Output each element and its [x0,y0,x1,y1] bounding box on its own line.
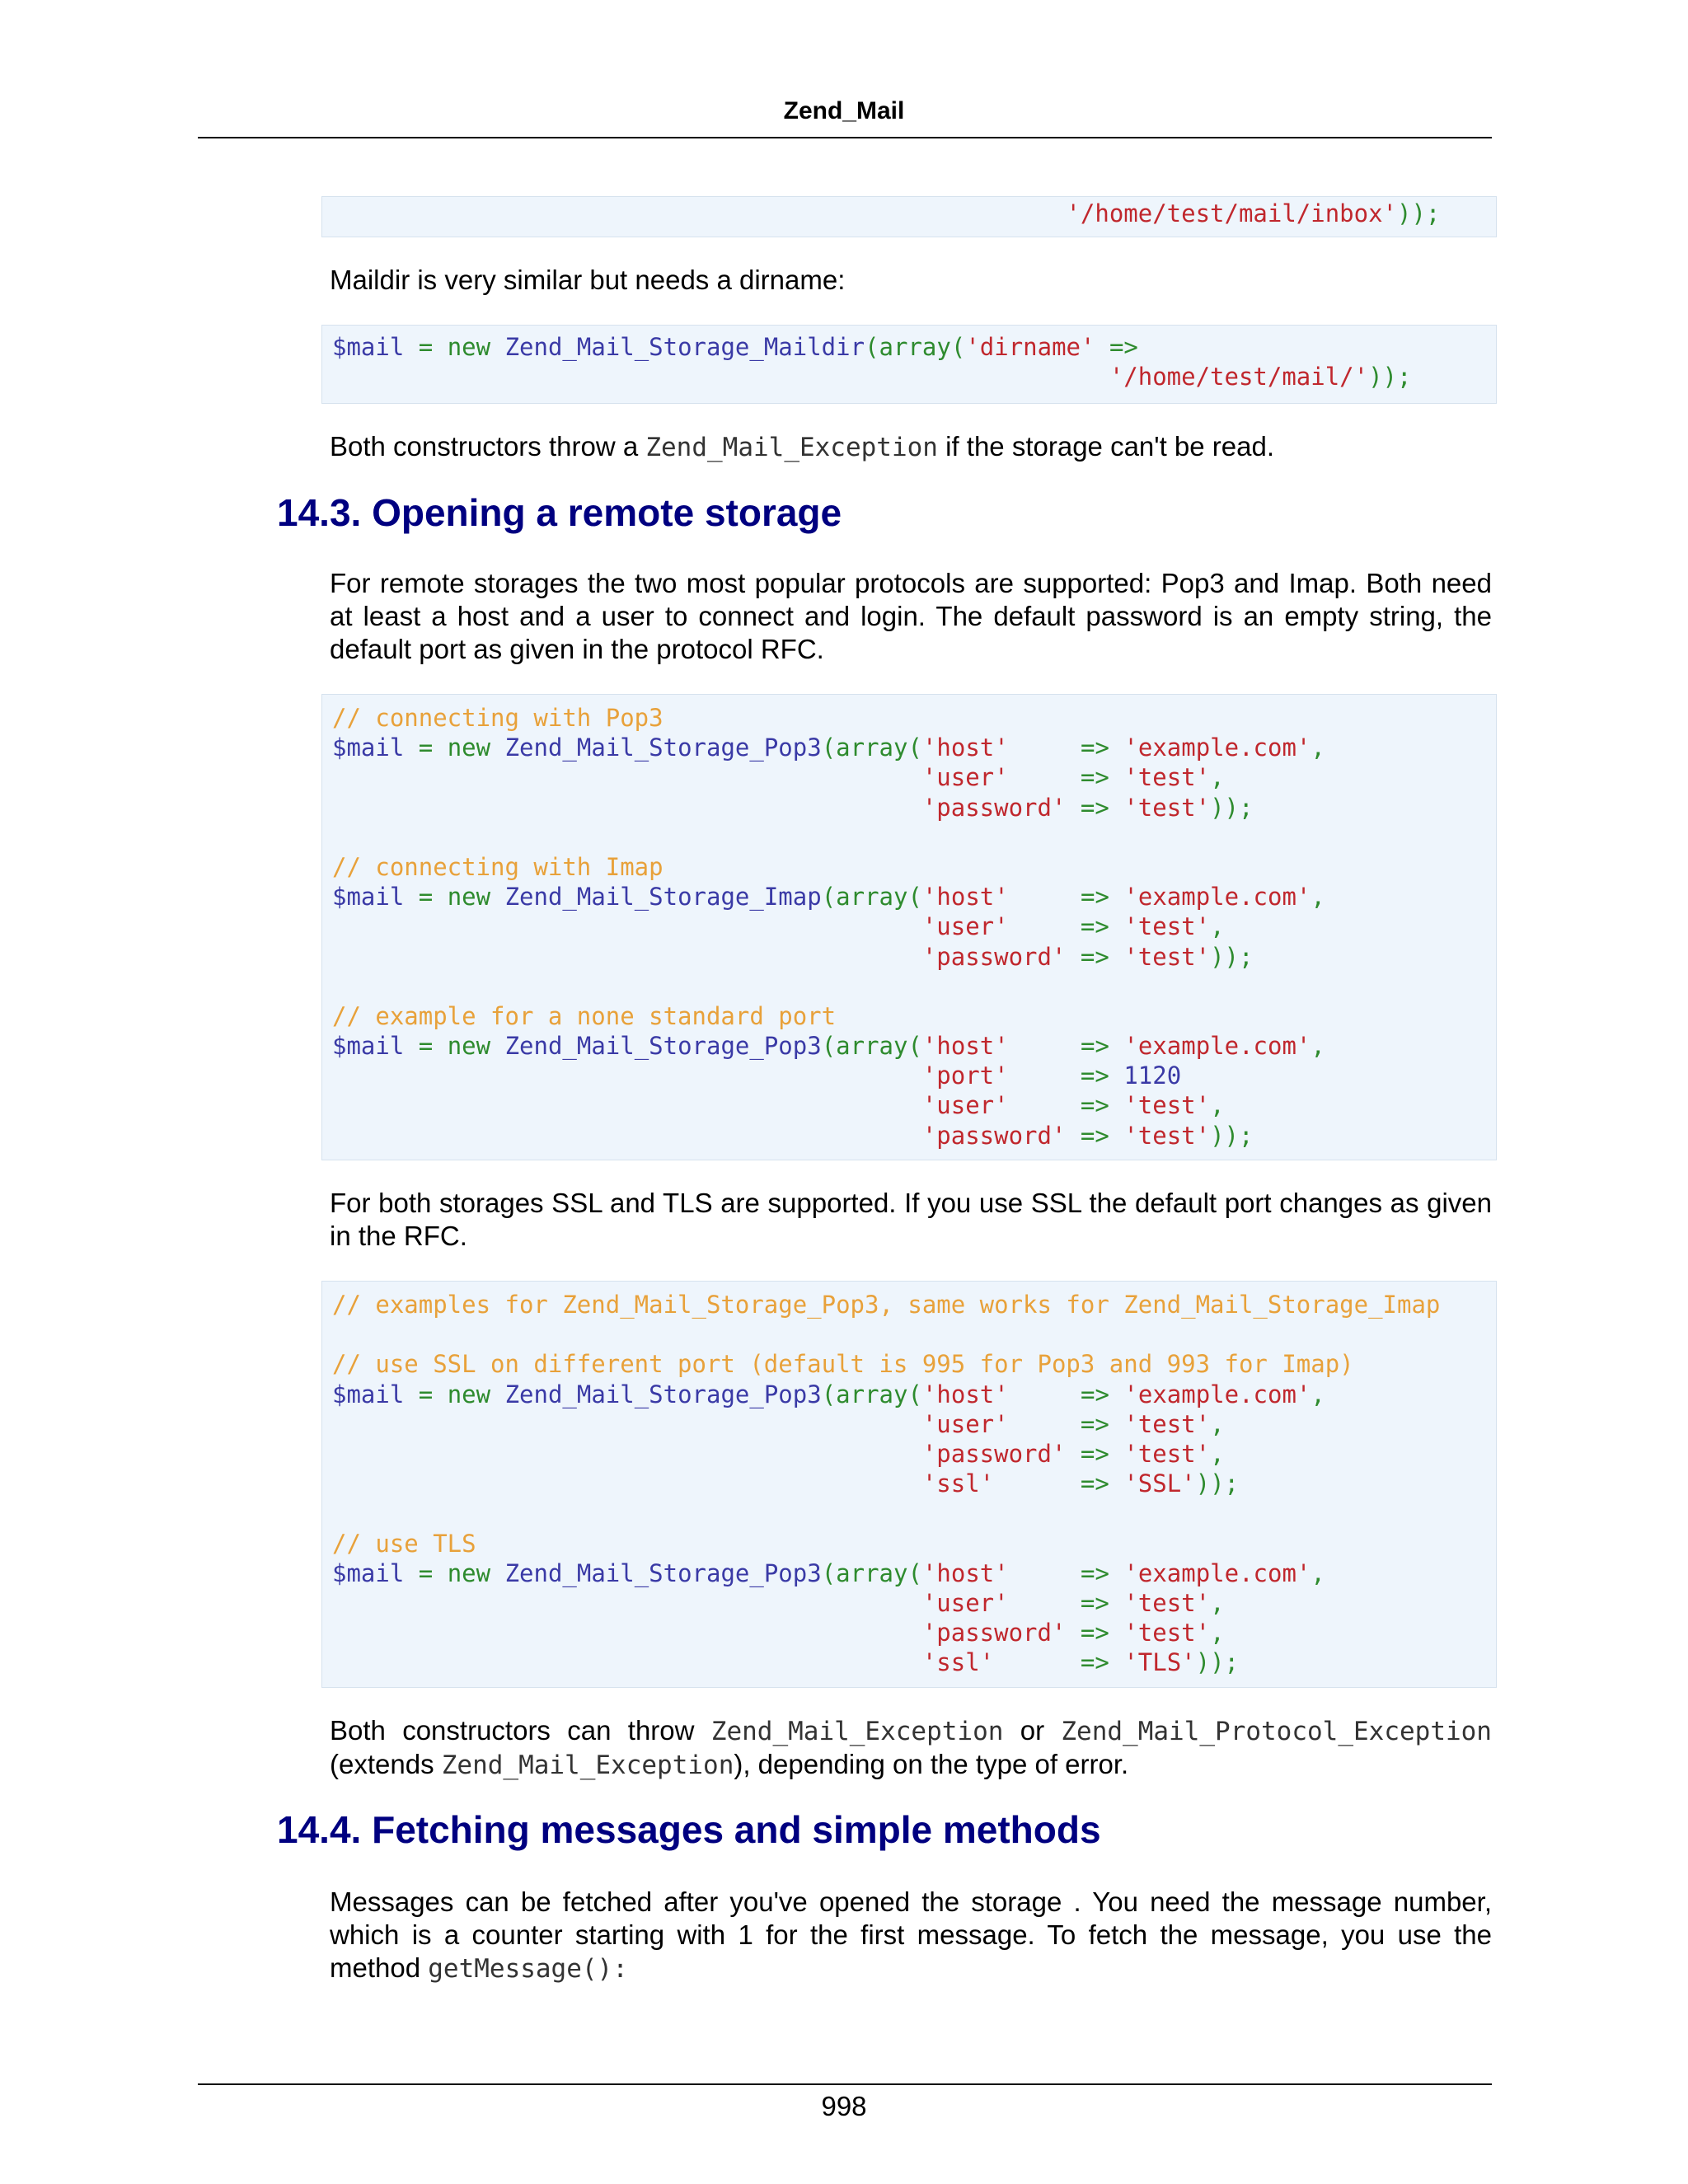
footer-rule [198,2083,1492,2085]
code-line: 'port' => 1120 [921,1062,1182,1090]
code-line: $mail = new Zend_Mail_Storage_Imap(array('host' => 'example.com', [332,883,1325,912]
code-line: // examples for Zend_Mail_Storage_Pop3, same works for Zend_Mail_Storage_Imap [332,1291,1441,1319]
paragraph-exception [330,430,1492,464]
throw-code-2: Zend_Mail_Protocol_Exception [1061,1717,1492,1746]
section-heading-14-3: 14.3. Opening a remote storage [277,491,842,534]
throw-text-3: (extends [330,1749,442,1779]
code-line: 'user' => 'test', [921,1588,1225,1617]
code-line: 'user' => 'test', [921,1409,1225,1438]
exception-text-before: Both constructors throw a [330,431,646,462]
code-line: 'user' => 'test', [921,763,1225,792]
paragraph-maildir-text: Maildir is very similar but needs a dirname: [330,265,846,295]
code-line: 'user' => 'test', [921,912,1225,941]
throw-text-4: ), depending on the type of error. [734,1749,1129,1779]
throw-text-1: Both constructors can throw [330,1715,711,1746]
code-line: 'ssl' => 'SSL')); [921,1469,1240,1498]
header-rule [198,137,1492,138]
code-line: '/home/test/mail/')); [1109,363,1412,391]
code-line: // use SSL on different port (default is 995 for Pop3 and 993 for Imap) [332,1350,1354,1379]
exception-code: Zend_Mail_Exception [645,433,938,462]
paragraph-maildir [330,264,1492,297]
paragraph-ssl [330,1187,1492,1253]
code-block-remote [321,694,1497,1160]
code-line: 'password' => 'test')); [921,942,1254,971]
code-line: 'password' => 'test', [921,1439,1225,1468]
running-header: Zend_Mail [783,97,905,124]
code-line: $mail = new Zend_Mail_Storage_Pop3(array('host' => 'example.com', [332,1380,1325,1408]
code-line: 'user' => 'test', [921,1091,1225,1120]
code-line: 'password' => 'test')); [921,793,1254,822]
paragraph-fetch [330,1886,1492,1985]
code-line: // connecting with Imap [332,852,663,881]
throw-text-2: or [1003,1715,1062,1746]
code-line [332,1498,1496,1528]
code-line: $mail = new Zend_Mail_Storage_Maildir(array('dirname' => [332,333,1138,361]
section-heading-14-4: 14.4. Fetching messages and simple methods [277,1808,1101,1851]
code-line: $mail = new Zend_Mail_Storage_Pop3(array('host' => 'example.com', [332,1558,1325,1587]
code-block-maildir [321,325,1497,404]
paragraph-remote-text: For remote storages the two most popular protocols are supported: Pop3 and Imap. Both need at least a host and a user to connect and login. The default password is an empty string, the default port as given in the protocol RFC. [330,568,1492,664]
paragraph-remote [330,567,1492,666]
code-line [332,823,1496,852]
code-line [332,972,1496,1001]
code-line: '/home/test/mail/inbox')); [1066,199,1441,227]
code-block-top [321,196,1497,237]
code-line: $mail = new Zend_Mail_Storage_Pop3(array('host' => 'example.com', [332,1032,1325,1061]
throw-code-3: Zend_Mail_Exception [441,1750,734,1780]
code-block-ssl [321,1281,1497,1688]
code-line: // example for a none standard port [332,1001,837,1030]
paragraph-throw [330,1714,1492,1782]
code-line: // connecting with Pop3 [332,704,663,732]
code-line: 'password' => 'test', [921,1619,1225,1647]
exception-text-after: if the storage can't be read. [937,431,1275,462]
paragraph-ssl-text: For both storages SSL and TLS are supported. If you use SSL the default port changes as given in the RFC. [330,1188,1492,1251]
throw-code-1: Zend_Mail_Exception [710,1717,1004,1746]
code-line: 'password' => 'test')); [921,1121,1254,1150]
page-number: 998 [821,2091,867,2121]
code-line [332,1319,1496,1349]
code-line: // use TLS [332,1529,476,1558]
code-line: $mail = new Zend_Mail_Storage_Pop3(array('host' => 'example.com', [332,733,1325,762]
fetch-text: Messages can be fetched after you've opened the storage . You need the message number, which is a counter starting with 1 for the first message. To fetch the message, you use the method [330,1886,1492,1983]
fetch-code: getMessage(): [428,1954,628,1984]
code-line: 'ssl' => 'TLS')); [921,1648,1240,1677]
